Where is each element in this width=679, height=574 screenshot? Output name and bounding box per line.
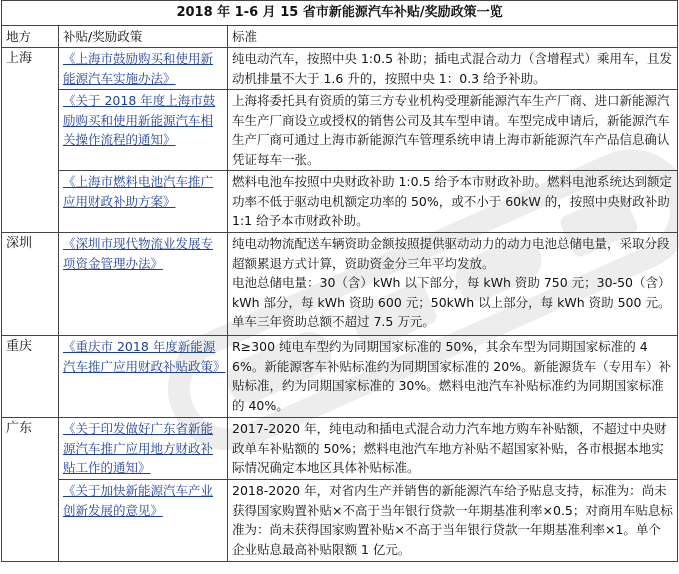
policy-link[interactable]: 《深圳市现代物流业发展专项资金管理办法》	[63, 236, 214, 271]
standard-cell: 2017-2020 年，纯电动和插电式混合动力汽车地方购车补贴额，不超过中央财政单车补贴额的 50%；燃料电池汽车地方补贴不超国家补贴，各市根据本地实际情况确定本地区具体补贴标准。	[228, 418, 678, 480]
policy-cell	[59, 336, 228, 418]
table-row	[2, 480, 678, 562]
policy-link[interactable]: 《重庆市 2018 年度新能源汽车推广应用财政补贴政策》	[63, 339, 226, 374]
table-row	[2, 48, 678, 90]
table-title: 2018 年 1-6 月 15 省市新能源汽车补贴/奖励政策一览	[2, 1, 678, 26]
header-region: 地方	[2, 26, 59, 48]
standard-cell: R≥300 纯电车型约为同期国家标准的 50%，其余车型为同期国家标准的 46%。新能源客车补贴标准约为同期国家标准的 20%。新能源货车（专用车）补贴标准，约为同期国家标准的 30%。燃料电池汽车补贴标准约为同期国家标准的 40%。	[228, 336, 678, 418]
policy-link[interactable]: 《上海市鼓励购买和使用新能源汽车实施办法》	[63, 51, 214, 86]
policy-table-wrapper	[1, 0, 677, 562]
policy-cell	[59, 480, 228, 562]
policy-cell	[59, 418, 228, 480]
table-row	[2, 171, 678, 233]
policy-cell	[59, 233, 228, 336]
region-cell: 深圳	[2, 233, 59, 336]
standard-cell: 纯电动物流配送车辆资助金额按照提供驱动动力的动力电池总储电量，采取分段超额累退方式计算，资助资金分三年平均发放。 电池总储电量：30（含）kWh 以下部分，每 kWh 资助 750 元；30-50（含）kWh 部分，每 kWh 资助 600 元；50kWh 以上部分，每 kWh 资助 500 元。单车三年资助总额不超过 7.5 万元。	[228, 233, 678, 336]
region-cell: 重庆	[2, 336, 59, 418]
policy-link[interactable]: 《上海市燃料电池汽车推广应用财政补助方案》	[63, 174, 214, 209]
header-policy: 补贴/奖励政策	[59, 26, 228, 48]
title-row	[2, 1, 678, 26]
table-row	[2, 418, 678, 480]
standard-cell: 上海将委托具有资质的第三方专业机构受理新能源汽车生产厂商、进口新能源汽车生产厂商设立或授权的销售公司及其车型申请。车型完成申请后，新能源汽车生产厂商可通过上海市新能源汽车管理系统申请上海市新能源汽车产品信息确认凭证每车一张。	[228, 90, 678, 171]
header-standard: 标准	[228, 26, 678, 48]
table-row	[2, 90, 678, 171]
table-row	[2, 336, 678, 418]
policy-link[interactable]: 《关于印发做好广东省新能源汽车推广应用地方财政补贴工作的通知》	[63, 421, 214, 475]
region-cell: 广东	[2, 418, 59, 562]
table-row	[2, 233, 678, 336]
standard-cell: 燃料电池车按照中央财政补助 1:0.5 给予本市财政补助。燃料电池系统达到额定功率不低于驱动电机额定功率的 50%，或不小于 60kW 的，按照中央财政补助 1:1 给予本市财政补助。	[228, 171, 678, 233]
policy-cell	[59, 48, 228, 90]
standard-cell: 2018-2020 年，对省内生产并销售的新能源汽车给予贴息支持，标准为：尚未获得国家购置补贴×不高于当年银行贷款一年期基准利率×0.5；对商用车贴息标准为：尚未获得国家购置补贴×不高于当年银行贷款一年期基准利率×1。单个企业贴息最高补贴限额 1 亿元。	[228, 480, 678, 562]
region-cell: 上海	[2, 48, 59, 233]
standard-cell: 纯电动汽车，按照中央 1:0.5 补助；插电式混合动力（含增程式）乘用车，且发动机排量不大于 1.6 升的，按照中央 1：0.3 给予补助。	[228, 48, 678, 90]
policy-table	[1, 0, 678, 562]
policy-cell	[59, 90, 228, 171]
policy-cell	[59, 171, 228, 233]
policy-link[interactable]: 《关于加快新能源汽车产业创新发展的意见》	[63, 483, 214, 518]
policy-link[interactable]: 《关于 2018 年度上海市鼓励购买和使用新能源汽车相关操作流程的通知》	[63, 93, 216, 147]
header-row	[2, 26, 678, 48]
